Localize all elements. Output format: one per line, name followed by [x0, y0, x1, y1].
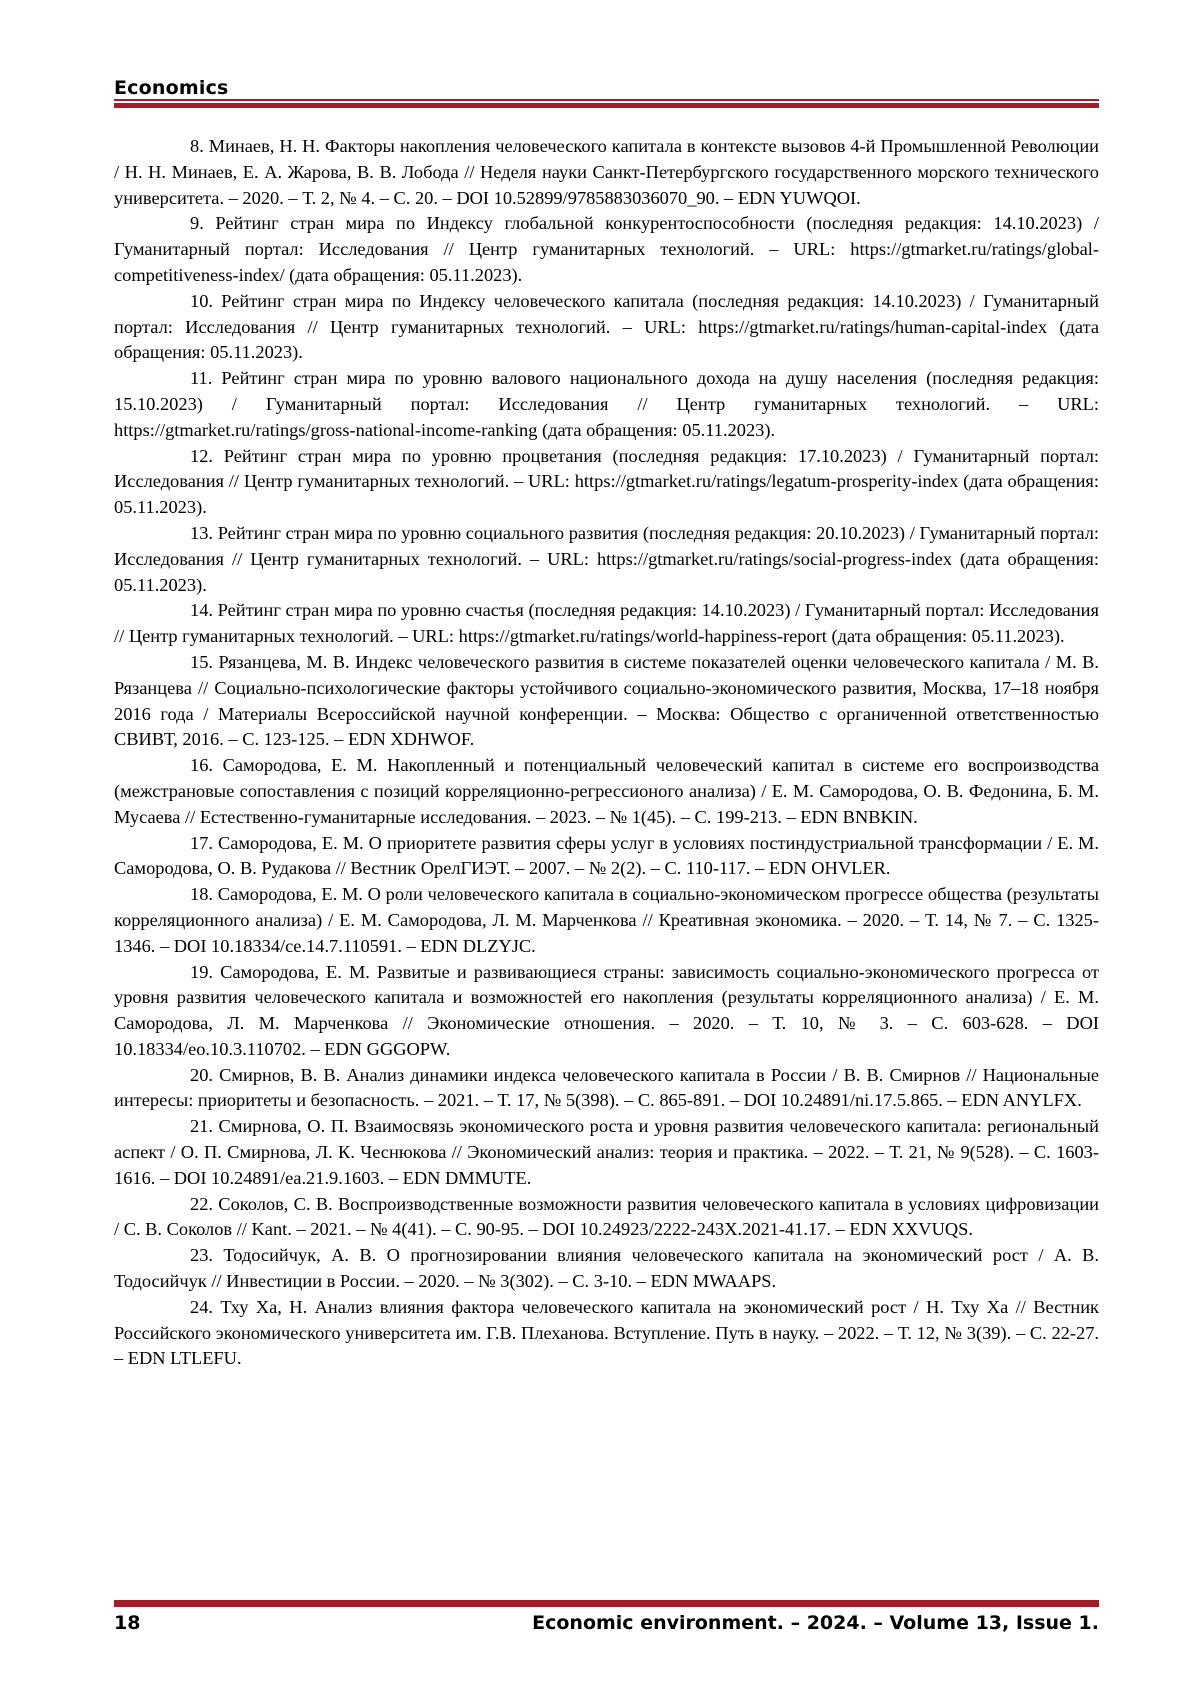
header-rule-thin: [114, 99, 1099, 101]
reference-item-19: 19. Самородова, Е. М. Развитые и развивающиеся страны: зависимость социально-экономического прогресса от уровня развития человеческого капитала и возможностей его накопления (результаты корреляционного анализа) / Е. М. Самородова, Л. М. Марченкова // Экономические отношения. – 2020. – Т. 10, № 3. – С. 603-628. – DOI 10.18334/eo.10.3.110702. – EDN GGGOPW.: [114, 960, 1099, 1063]
footer-rule-thin: [114, 1605, 1099, 1607]
reference-item-15: 15. Рязанцева, М. В. Индекс человеческого развития в системе показателей оценки человеческого капитала / М. В. Рязанцева // Социально-психологические факторы устойчивого социально-экономического развития, Москва, 17–18 ноября 2016 года / Материалы Всероссийской научной конференции. – Москва: Общество с органиченной ответственностью СВИВТ, 2016. – С. 123-125. – EDN XDHWOF.: [114, 650, 1099, 753]
reference-item-16: 16. Самородова, Е. М. Накопленный и потенциальный человеческий капитал в системе его воспроизводства (межстрановые сопоставления с позиций корреляционно-регрессионого анализа) / Е. М. Самородова, О. В. Федонина, Б. М. Мусаева // Естественно-гуманитарные исследования. – 2023. – № 1(45). – С. 199-213. – EDN BNBKIN.: [114, 753, 1099, 830]
header-rule-thick: [114, 103, 1099, 108]
page-number: 18: [114, 1612, 140, 1634]
running-head-section: Economics: [114, 77, 229, 99]
reference-item-14: 14. Рейтинг стран мира по уровню счастья (последняя редакция: 14.10.2023) / Гуманитарный портал: Исследования // Центр гуманитарных технологий. – URL: https://gtmarket.ru/ratings/world-happiness-report (дата обращения: 05.11.2023).: [114, 598, 1099, 650]
page-footer: [114, 1612, 1099, 1638]
reference-item-9: 9. Рейтинг стран мира по Индексу глобальной конкурентоспособности (последняя редакция: 14.10.2023) / Гуманитарный портал: Исследования // Центр гуманитарных технологий. – URL: https://gtmarket.ru/ratings/global-competitiveness-index/ (дата обращения: 05.11.2023).: [114, 211, 1099, 288]
page: [0, 0, 1200, 1698]
reference-item-18: 18. Самородова, Е. М. О роли человеческого капитала в социально-экономическом прогрессе общества (результаты корреляционного анализа) / Е. М. Самородова, Л. М. Марченкова // Креативная экономика. – 2020. – Т. 14, № 7. – С. 1325-1346. – DOI 10.18334/ce.14.7.110591. – EDN DLZYJC.: [114, 882, 1099, 959]
reference-item-17: 17. Самородова, Е. М. О приоритете развития сферы услуг в условиях постиндустриальной трансформации / Е. М. Самородова, О. В. Рудакова // Вестник ОрелГИЭТ. – 2007. – № 2(2). – С. 110-117. – EDN OHVLER.: [114, 831, 1099, 883]
reference-item-8: 8. Минаев, Н. Н. Факторы накопления человеческого капитала в контексте вызовов 4-й Промышленной Революции / Н. Н. Минаев, Е. А. Жарова, В. В. Лобода // Неделя науки Санкт-Петербургского государственного морского технического университета. – 2020. – Т. 2, № 4. – С. 20. – DOI 10.52899/9785883036070_90. – EDN YUWQOI.: [114, 134, 1099, 211]
reference-item-13: 13. Рейтинг стран мира по уровню социального развития (последняя редакция: 20.10.2023) / Гуманитарный портал: Исследования // Центр гуманитарных технологий. – URL: https://gtmarket.ru/ratings/social-progress-index (дата обращения: 05.11.2023).: [114, 521, 1099, 598]
reference-item-12: 12. Рейтинг стран мира по уровню процветания (последняя редакция: 17.10.2023) / Гуманитарный портал: Исследования // Центр гуманитарных технологий. – URL: https://gtmarket.ru/ratings/legatum-prosperity-index (дата обращения: 05.11.2023).: [114, 444, 1099, 521]
journal-citation: Economic environment. – 2024. – Volume 13, Issue 1.: [532, 1612, 1099, 1634]
reference-item-23: 23. Тодосийчук, А. В. О прогнозировании влияния человеческого капитала на экономический рост / А. В. Тодосийчук // Инвестиции в России. – 2020. – № 3(302). – С. 3-10. – EDN MWAAPS.: [114, 1243, 1099, 1295]
reference-item-20: 20. Смирнов, В. В. Анализ динамики индекса человеческого капитала в России / В. В. Смирнов // Национальные интересы: приоритеты и безопасность. – 2021. – Т. 17, № 5(398). – С. 865-891. – DOI 10.24891/ni.17.5.865. – EDN ANYLFX.: [114, 1063, 1099, 1115]
reference-item-10: 10. Рейтинг стран мира по Индексу человеческого капитала (последняя редакция: 14.10.2023) / Гуманитарный портал: Исследования // Центр гуманитарных технологий. – URL: https://gtmarket.ru/ratings/human-capital-index (дата обращения: 05.11.2023).: [114, 289, 1099, 366]
reference-item-22: 22. Соколов, С. В. Воспроизводственные возможности развития человеческого капитала в условиях цифровизации / С. В. Соколов // Kant. – 2021. – № 4(41). – С. 90-95. – DOI 10.24923/2222-243X.2021-41.17. – EDN XXVUQS.: [114, 1192, 1099, 1244]
reference-list: [114, 134, 1099, 1372]
reference-item-21: 21. Смирнова, О. П. Взаимосвязь экономического роста и уровня развития человеческого капитала: региональный аспект / О. П. Смирнова, Л. К. Чеснюкова // Экономический анализ: теория и практика. – 2022. – Т. 21, № 9(528). – С. 1603-1616. – DOI 10.24891/ea.21.9.1603. – EDN DMMUTE.: [114, 1114, 1099, 1191]
reference-item-24: 24. Тху Ха, Н. Анализ влияния фактора человеческого капитала на экономический рост / Н. Тху Ха // Вестник Российского экономического университета им. Г.В. Плеханова. Вступление. Путь в науку. – 2022. – Т. 12, № 3(39). – С. 22-27. – EDN LTLEFU.: [114, 1295, 1099, 1372]
reference-item-11: 11. Рейтинг стран мира по уровню валового национального дохода на душу населения (последняя редакция: 15.10.2023) / Гуманитарный портал: Исследования // Центр гуманитарных технологий. – URL: https://gtmarket.ru/ratings/gross-national-income-ranking (дата обращения: 05.11.2023).: [114, 366, 1099, 443]
